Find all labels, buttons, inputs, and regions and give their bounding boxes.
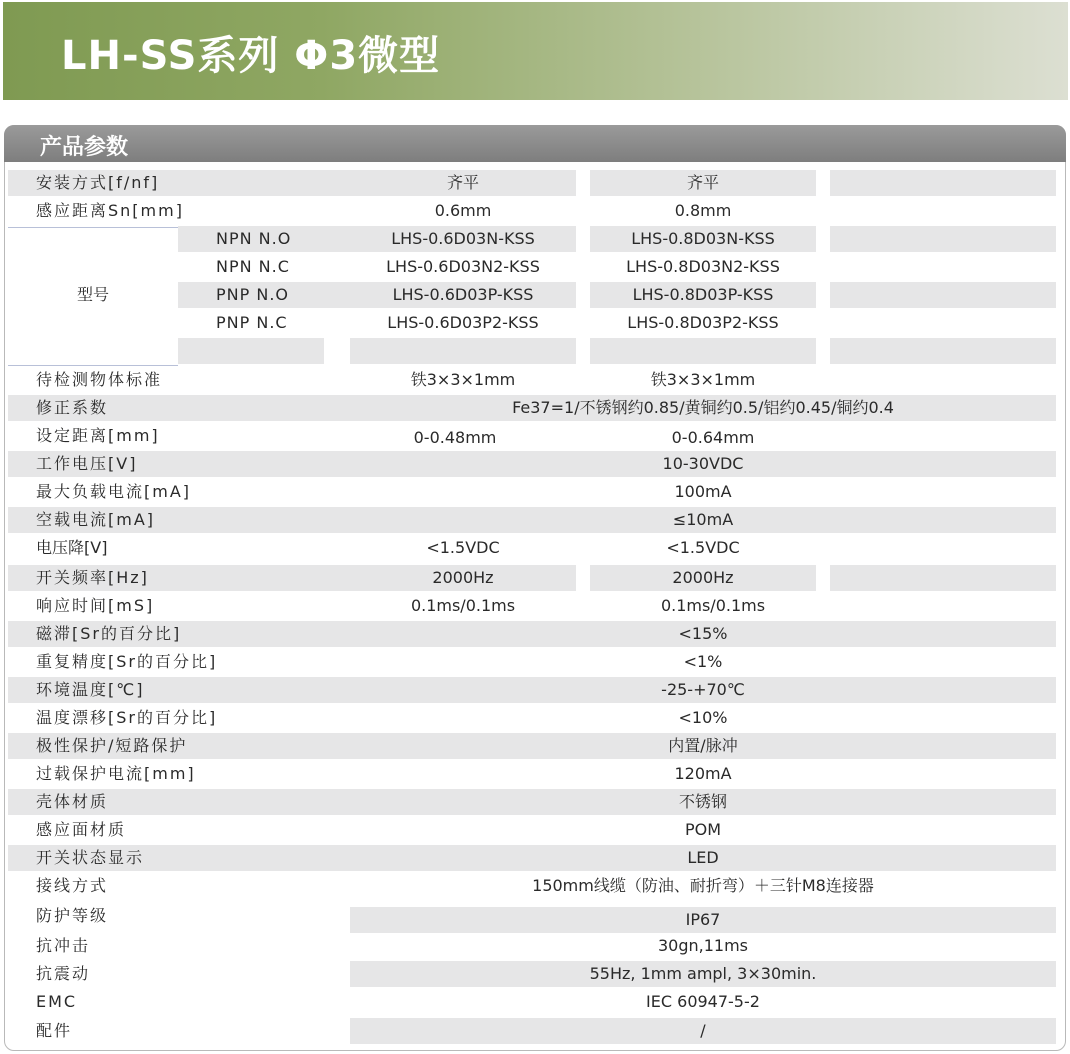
housing-label: 壳体材质 [8,789,352,815]
model-number-b: LHS-0.8D03N-KSS [590,226,816,252]
vibration-value: 55Hz, 1mm ampl, 3×30min. [350,961,1056,987]
divider [8,227,178,228]
housing-value: 不锈钢 [350,789,1056,815]
indicator-value: LED [350,845,1056,871]
model-label: 型号 [76,285,109,304]
empty-cell [830,565,1056,591]
vdrop-value-b: <1.5VDC [666,538,740,557]
face-value: POM [684,820,722,839]
empty-cell [830,282,1056,308]
freq-value-a: 2000Hz [350,565,576,591]
empty-cell [350,338,576,364]
overload-label: 过载保护电流[mm] [36,764,196,783]
setdist-value-b: 0-0.64mm [671,428,755,447]
noload-label: 空载电流[mA] [8,507,352,533]
model-number-b: LHS-0.8D03P-KSS [590,282,816,308]
voltage-value: 10-30VDC [350,451,1056,477]
model-type: NPN N.C [216,257,290,276]
emc-value: IEC 60947-5-2 [646,992,760,1011]
voltage-label: 工作电压[V] [8,451,352,477]
freq-value-b: 2000Hz [590,565,816,591]
wiring-label: 接线方式 [36,876,109,895]
sensing-label: 感应距离Sn[mm] [36,201,184,220]
shock-label: 抗冲击 [36,936,91,955]
shock-value: 30gn,11ms [657,936,749,955]
section-header [4,125,1066,162]
model-type: PNP N.C [216,313,288,332]
vdrop-label: 电压降[V] [36,538,108,557]
accessories-value: / [350,1018,1056,1044]
maxload-value: 100mA [674,482,732,501]
wiring-value: 150mm线缆（防油、耐折弯）＋三针M8连接器 [532,876,874,895]
face-label: 感应面材质 [36,820,127,839]
drift-label: 温度漂移[Sr的百分比] [36,708,218,727]
model-number-b: LHS-0.8D03N2-KSS [626,257,780,276]
freq-label: 开关频率[Hz] [8,565,352,591]
empty-cell [830,338,1056,364]
setdist-label: 设定距离[mm] [36,426,160,445]
target-value-b: 铁3×3×1mm [650,370,756,389]
header-banner [3,2,1068,100]
empty-cell [830,170,1056,196]
empty-cell [830,226,1056,252]
model-type: PNP N.O [178,282,362,308]
response-label: 响应时间[mS] [36,596,155,615]
sensing-value-a: 0.6mm [434,201,492,220]
sensing-value-b: 0.8mm [674,201,732,220]
vdrop-value-a: <1.5VDC [426,538,500,557]
model-number-a: LHS-0.6D03N2-KSS [386,257,540,276]
page-title: LH-SS系列 Φ3微型 [61,33,441,79]
target-value-a: 铁3×3×1mm [410,370,516,389]
indicator-label: 开关状态显示 [8,845,352,871]
vibration-label: 抗震动 [36,964,91,983]
maxload-label: 最大负载电流[mA] [36,482,192,501]
response-value-a: 0.1ms/0.1ms [410,596,516,615]
section-title: 产品参数 [40,135,129,160]
drift-value: <10% [678,708,728,727]
model-number-a: LHS-0.6D03P-KSS [350,282,576,308]
protection-value: 内置/脉冲 [350,733,1056,759]
empty-cell [590,338,816,364]
overload-value: 120mA [674,764,732,783]
ambient-label: 环境温度[℃] [8,677,352,703]
repeat-value: <1% [683,652,723,671]
correction-label: 修正系数 [8,395,352,421]
mount-value-b: 齐平 [590,170,816,196]
ip-label: 防护等级 [36,906,109,925]
emc-label: EMC [36,992,78,1011]
mount-value-a: 齐平 [350,170,576,196]
ambient-value: -25-+70℃ [350,677,1056,703]
correction-value: Fe37=1/不锈钢约0.85/黄铜约0.5/铝约0.45/铜约0.4 [350,395,1056,421]
model-type: NPN N.O [178,226,362,252]
protection-label: 极性保护/短路保护 [8,733,352,759]
setdist-value-a: 0-0.48mm [413,428,497,447]
accessories-label: 配件 [36,1021,73,1040]
ip-value: IP67 [350,907,1056,933]
model-number-a: LHS-0.6D03N-KSS [350,226,576,252]
model-number-a: LHS-0.6D03P2-KSS [387,313,539,332]
target-label: 待检测物体标准 [36,370,163,389]
hysteresis-label: 磁滞[Sr的百分比] [8,621,352,647]
divider [8,365,178,366]
repeat-label: 重复精度[Sr的百分比] [36,652,218,671]
empty-cell [178,338,324,364]
hysteresis-value: <15% [350,621,1056,647]
mount-label: 安装方式[f/nf] [8,170,352,196]
response-value-b: 0.1ms/0.1ms [660,596,766,615]
noload-value: ≤10mA [350,507,1056,533]
model-number-b: LHS-0.8D03P2-KSS [627,313,779,332]
